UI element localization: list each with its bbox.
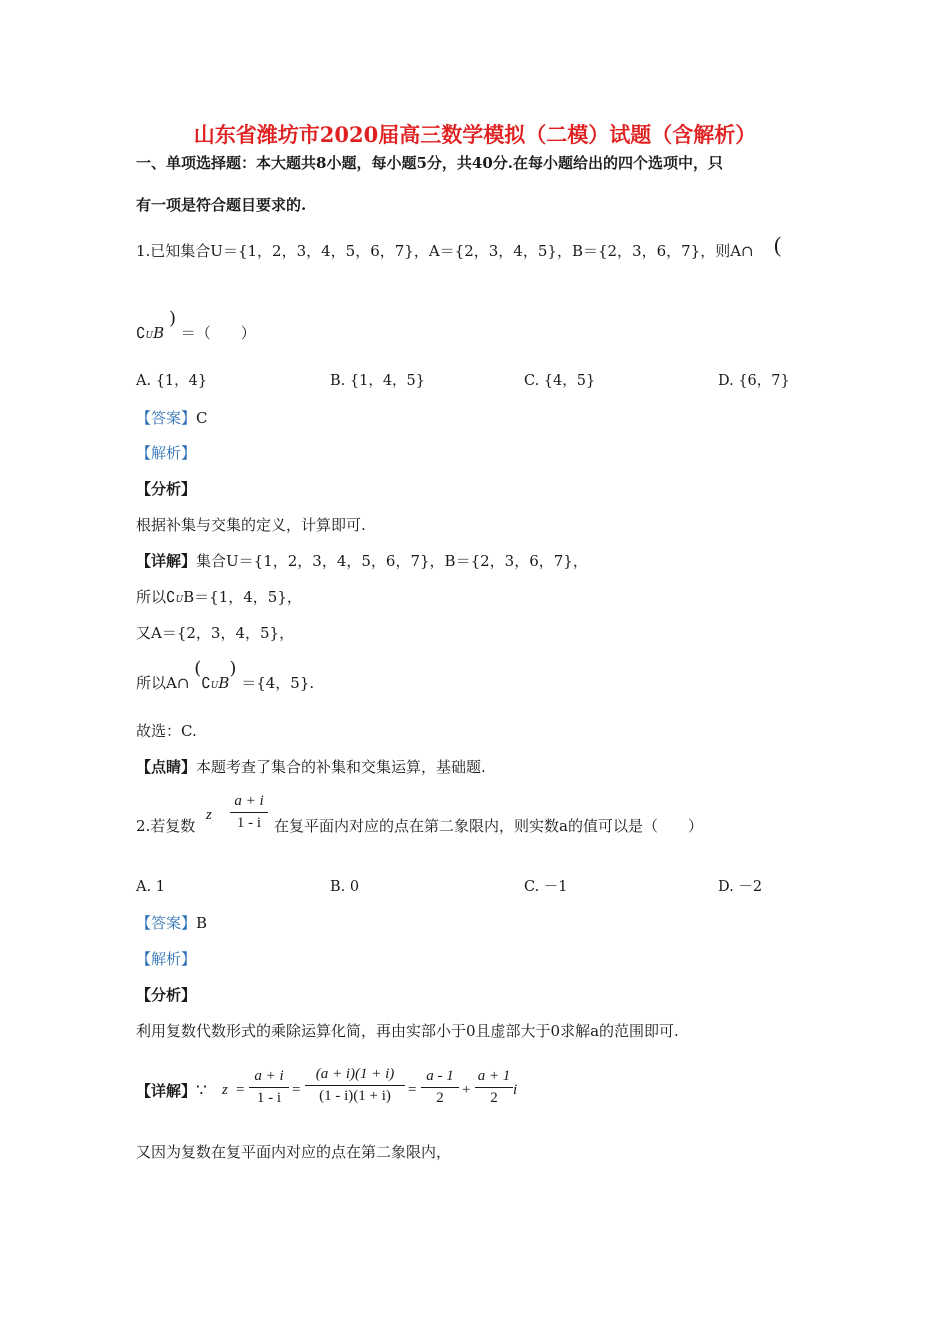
q2-option-c: C. －1 [524,879,568,895]
q1-detail-line4 [136,658,315,692]
q2-fenxi-text: 利用复数代数形式的乘除运算化简，再由实部小于0且虚部大于0求解a的范围即可. [136,1022,679,1040]
q1-stem-tail: ＝（ ） [180,324,256,342]
q1-close-paren: ) [168,308,176,329]
q2-stem-fraction [230,793,268,831]
detail-text: 集合U＝{1，2，3，4，5，6，7}，B＝{2，3，6，7}， [196,552,588,570]
f4-denominator: 2 [490,1089,498,1106]
q1-option-c: C. {4，5} [524,373,596,389]
complement-symbol-2: ∁ [166,588,176,606]
q1-detail-line3: 又A＝{2，3，4，5}， [136,624,295,642]
detail-4-result: ＝{4，5}. [241,674,315,692]
q1-fenxi-text: 根据补集与交集的定义，计算即可. [136,516,366,534]
q2-stem-prefix: 2.若复数 [136,817,196,835]
f3-numerator: a - 1 [426,1068,454,1084]
q2-z: z [206,807,212,823]
f2-denominator: (1 - i)(1 + i) [319,1087,391,1104]
document-title: 山东省潍坊市2020届高三数学模拟（二模）试题（含解析） [193,122,757,147]
detail-fraction-4 [475,1068,513,1106]
f1-denominator: 1 - i [256,1089,282,1106]
q1-stem: 1.已知集合U＝{1，2，3，4，5，6，7}，A＝{2，3，4，5}，B＝{2，3，6，7}，则A∩ [136,242,754,260]
f3-bar [421,1087,459,1088]
eq-2: = [292,1082,301,1098]
q1-analysis-label: 【解析】 [136,444,197,462]
fraction-denominator: 1 - i [236,814,262,831]
eq-1: = [236,1082,245,1098]
detail-label-2: 【详解】 [136,1082,197,1100]
q1-complement-line [136,308,256,342]
q1-dianjing [136,760,486,775]
dianjing-text: 本题考查了集合的补集和交集运算，基础题. [196,758,486,776]
detail-fraction-1 [249,1068,289,1106]
complement-subscript-2: U [175,595,184,605]
q1-open-paren: ( [774,232,782,257]
q2-last-line: 又因为复数在复平面内对应的点在第二象限内， [136,1143,452,1161]
detail-4-open-paren: ( [194,658,202,679]
plus-sign: + [462,1082,471,1098]
complement-subscript: U [145,331,154,341]
section-heading-line2: 有一项是符合题目要求的. [136,196,307,214]
answer-label: 【答案】 [136,409,197,427]
dianjing-label: 【点睛】 [136,758,197,776]
q2-detail-z: z [222,1082,228,1098]
q2-detail-prefix [136,1083,207,1100]
detail-2-prefix: 所以 [136,588,167,606]
q1-answer [136,411,208,426]
f4-numerator: a + 1 [477,1068,511,1084]
complement-subscript-3: U [210,681,219,691]
q2-stem-suffix: 在复平面内对应的点在第二象限内，则实数a的值可以是（ ） [274,817,703,835]
detail-4-close-paren: ) [229,658,237,679]
f2-bar [305,1085,405,1086]
f1-numerator: a + i [254,1068,284,1084]
q1-option-d: D. {6，7} [718,373,790,389]
q1-detail-line2 [136,590,302,605]
complement-set: B [153,324,165,342]
fraction-bar [230,812,268,813]
f3-denominator: 2 [436,1089,444,1106]
f2-numerator: (a + i)(1 + i) [315,1066,395,1082]
q1-fenxi-label: 【分析】 [136,480,197,498]
eq-3: = [408,1082,417,1098]
complement-symbol: ∁ [136,324,146,342]
q2-option-b: B. 0 [330,879,360,895]
q2-option-a: A. 1 [136,879,165,895]
q2-analysis-label: 【解析】 [136,950,197,968]
answer-label-2: 【答案】 [136,914,197,932]
detail-2-result: B＝{1，4，5}， [183,588,302,606]
q1-choose: 故选：C. [136,722,197,740]
answer-value-2: B [196,914,208,932]
q1-option-a: A. {1，4} [136,373,208,389]
detail-4-prefix: 所以A∩ [136,674,190,692]
complement-set-3: B [218,674,230,692]
fraction-numerator: a + i [234,793,264,809]
q1-detail-line1 [136,554,588,569]
q2-answer [136,916,207,931]
answer-value: C [196,409,208,427]
because-symbol: ∵ [196,1081,207,1101]
q2-fenxi-label: 【分析】 [136,986,197,1004]
q1-option-b: B. {1，4，5} [330,373,426,389]
detail-label: 【详解】 [136,552,197,570]
imaginary-unit: i [513,1082,518,1098]
complement-symbol-3: ∁ [201,674,211,692]
f4-bar [475,1087,513,1088]
section-heading-line1: 一、单项选择题：本大题共8小题，每小题5分，共40分.在每小题给出的四个选项中，只 [136,154,723,172]
detail-fraction-3 [421,1068,459,1106]
f1-bar [249,1087,289,1088]
q2-option-d: D. －2 [718,879,763,895]
detail-fraction-2 [305,1066,405,1104]
